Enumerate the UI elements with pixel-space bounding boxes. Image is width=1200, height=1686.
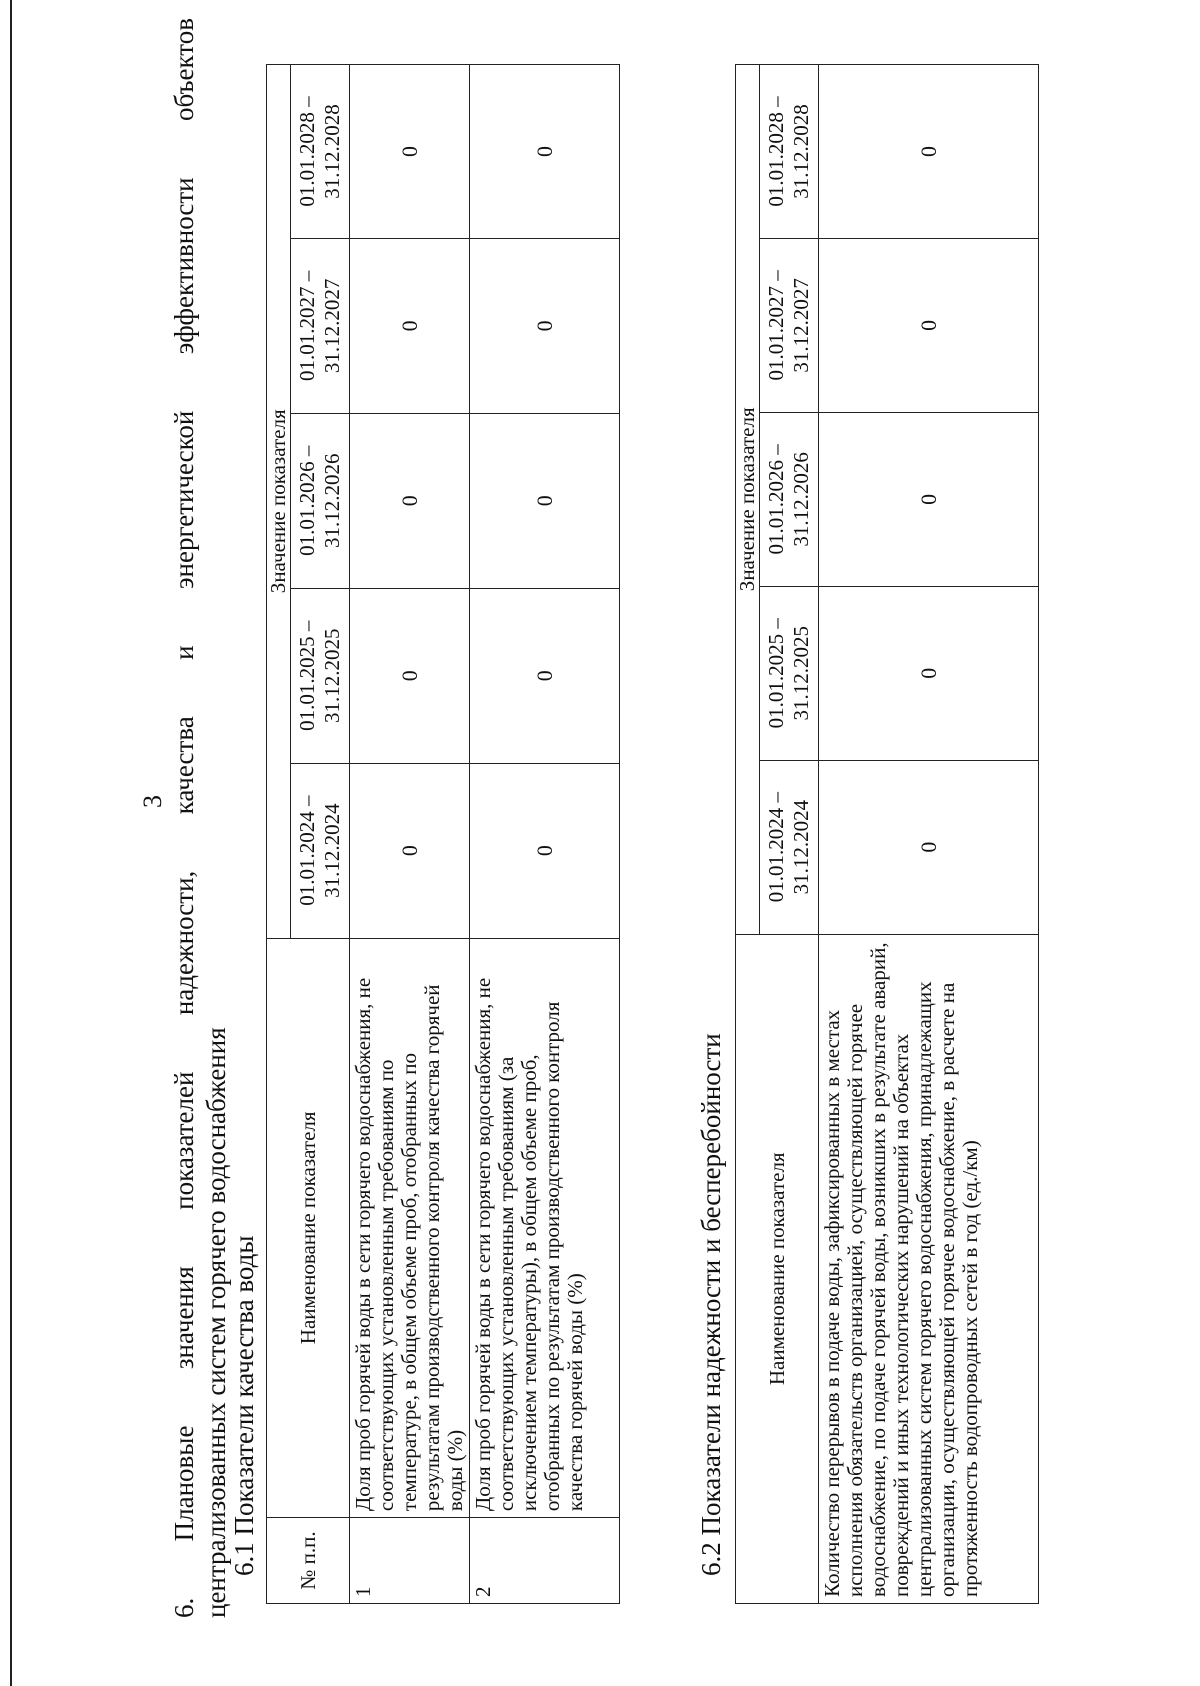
header-value-group: Значение показателя [267, 65, 291, 939]
row-value: 0 [350, 413, 470, 588]
heading-word: показателей [169, 1071, 199, 1210]
period-2027: 01.01.2027 – 31.12.2027 [760, 238, 819, 412]
heading-word: эффективности [169, 177, 199, 355]
row-value: 0 [819, 760, 1039, 934]
heading-word: значения [169, 1266, 199, 1370]
subsection-title-6-2: 6.2 Показатели надежности и бесперебойности [696, 1033, 726, 1576]
row-value: 0 [350, 65, 470, 239]
row-value: 0 [819, 412, 1039, 586]
page-number: 3 [138, 795, 167, 808]
heading-word: 6. [169, 1597, 199, 1618]
row-name: Доля проб горячей воды в сети горячего водоснабжения, не соответствующих установленным требованиям (за исключением температуры), в общем объеме проб, отобранных по результатам производственного контроля качества горячей воды (%) [470, 938, 620, 1518]
heading-word: и [169, 645, 199, 660]
reliability-table [735, 64, 1039, 1604]
row-value: 0 [350, 238, 470, 413]
period-2024: 01.01.2024 – 31.12.2024 [291, 763, 350, 938]
row-value: 0 [350, 588, 470, 763]
heading-word: качества [169, 716, 199, 815]
header-num: № п.п. [267, 1518, 350, 1604]
row-name: Количество перерывов в подаче воды, зафиксированных в местах исполнения обязательств организацией, осуществляющей горячее водоснабжение, по подаче горячей воды, возникших в результате аварий, повреждений и иных технологических нарушений на объектах централизованных систем горячего водоснабжения, принадлежащих организации, осуществляющей горячее водоснабжение, в расчете на протяженность водопроводных сетей в год (ед./км) [819, 934, 1039, 1603]
document-sheet [0, 18, 1200, 1656]
row-value: 0 [470, 763, 620, 938]
row-value: 0 [470, 413, 620, 588]
heading-line-1 [168, 18, 200, 1618]
water-quality-table [266, 64, 620, 1604]
row-value: 0 [470, 588, 620, 763]
row-num: 2 [470, 1518, 620, 1604]
table-row [819, 65, 1039, 1604]
header-name: Наименование показателя [736, 934, 819, 1603]
period-2026: 01.01.2026 – 31.12.2026 [291, 413, 350, 588]
period-2026: 01.01.2026 – 31.12.2026 [760, 412, 819, 586]
row-value: 0 [819, 586, 1039, 760]
period-2025: 01.01.2025 – 31.12.2025 [760, 586, 819, 760]
heading-word: энергетической [169, 410, 199, 590]
row-value: 0 [819, 65, 1039, 239]
section-heading [168, 18, 232, 1618]
period-2027: 01.01.2027 – 31.12.2027 [291, 238, 350, 413]
row-num: 1 [350, 1518, 470, 1604]
heading-word: надежности, [169, 870, 199, 1016]
period-2028: 01.01.2028 – 31.12.2028 [760, 65, 819, 239]
table-row [470, 65, 620, 1604]
row-value: 0 [350, 763, 470, 938]
subsection-title-6-1: 6.1 Показатели качества воды [229, 1235, 259, 1576]
row-value: 0 [470, 65, 620, 239]
row-name: Доля проб горячей воды в сети горячего водоснабжения, не соответствующих установленным требованиям по температуре, в общем объеме проб, отобранных по результатам производственного контроля качества горячей воды (%) [350, 938, 470, 1518]
header-value-group: Значение показателя [736, 65, 760, 935]
period-2025: 01.01.2025 – 31.12.2025 [291, 588, 350, 763]
heading-line-2: централизованных систем горячего водоснабжения [201, 1027, 231, 1618]
header-name: Наименование показателя [267, 938, 350, 1518]
table-row [350, 65, 470, 1604]
row-value: 0 [819, 238, 1039, 412]
period-2028: 01.01.2028 – 31.12.2028 [291, 65, 350, 239]
table-header-row [267, 65, 291, 1604]
table-header-row [736, 65, 760, 1604]
heading-word: объектов [169, 18, 199, 121]
row-value: 0 [470, 238, 620, 413]
heading-word: Плановые [169, 1425, 199, 1542]
period-2024: 01.01.2024 – 31.12.2024 [760, 760, 819, 934]
